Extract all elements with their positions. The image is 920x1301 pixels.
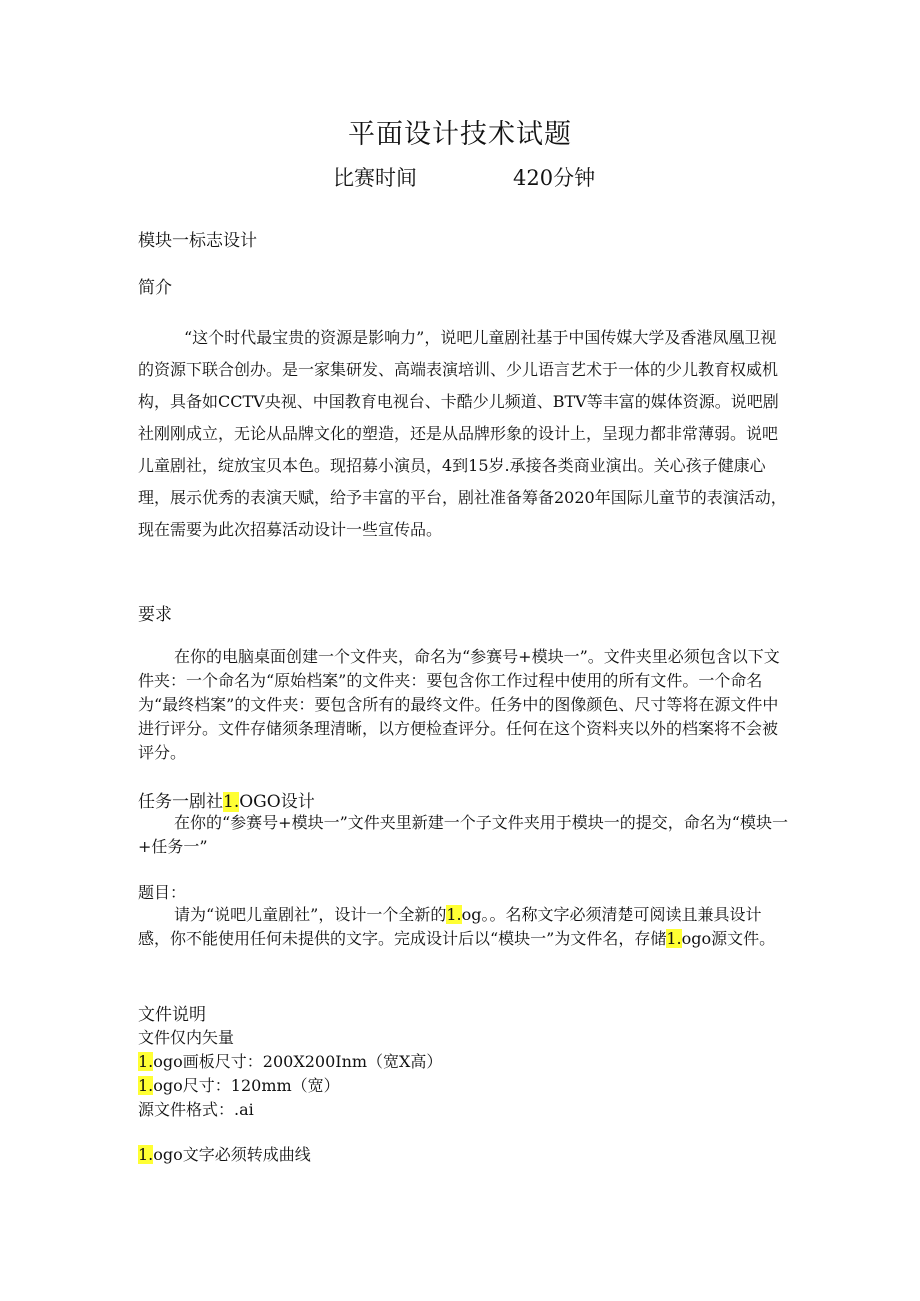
vector-note: 文件仅内矢量 [138, 1028, 235, 1047]
outline-highlight: 1. [138, 1145, 154, 1164]
task-heading-highlight: 1. [223, 792, 240, 812]
size-text: ogo尺寸：120mm（宽） [153, 1076, 340, 1095]
artboard-highlight: 1. [138, 1052, 154, 1071]
artboard-size [138, 1049, 442, 1072]
task-instruction: 在你的“参赛号+模块一”文件夹里新建一个子文件夹用于模块一的提交，命名为“模块一+任务一” [138, 813, 788, 856]
topic-text-2: og。。名称文字必须清楚可阅读且兼具设计感，你不能使用任何未提供的文字。完成设计后以“模块一”为文件名，存储 [138, 905, 762, 948]
topic-highlight-1: 1. [446, 905, 462, 924]
requirements-heading: 要求 [138, 605, 172, 625]
intro-paragraph: “这个时代最宝贵的资源是影响力”，说吧儿童剧社基于中国传媒大学及香港凤凰卫视的资源下联合创办。是一家集研发、高端表演培训、少儿语言艺术于一体的少儿教育权威机构，具备如CCTV央视、中国教育电视台、卡酷少儿频道、BTV等丰富的媒体资源。说吧剧社刚刚成立，无论从品牌文化的塑造，还是从品牌形象的设计上，呈现力都非常薄弱。说吧儿童剧社，绽放宝贝本色。现招募小演员，4到15岁.承接各类商业演出。关心孩子健康心理，展示优秀的表演天赋，给予丰富的平台，剧社准备筹备2020年国际儿童节的表演活动，现在需要为此次招募活动设计一些宣传品。 [138, 328, 787, 539]
outline-note [138, 1142, 311, 1165]
file-spec-heading: 文件说明 [138, 1005, 206, 1025]
size-highlight: 1. [138, 1076, 154, 1095]
intro-heading: 简介 [138, 278, 172, 298]
topic-label: 题目： [138, 883, 187, 902]
topic-text-1: 请为“说吧儿童剧社”，设计一个全新的 [174, 905, 447, 924]
task-heading [138, 787, 315, 812]
topic-highlight-2: 1. [666, 929, 682, 948]
time-label: 比赛时间 [333, 166, 417, 190]
task-heading-pre: 任务一剧社 [138, 792, 223, 812]
logo-size [138, 1073, 340, 1096]
task-heading-post: OGO设计 [239, 792, 315, 812]
source-format: 源文件格式：.ai [138, 1100, 254, 1119]
module-heading: 模块一标志设计 [138, 231, 257, 251]
page-title: 平面设计技术试题 [348, 119, 572, 150]
requirements-paragraph: 在你的电脑桌面创建一个文件夹，命名为“参赛号+模块一”。文件夹里必须包含以下文件夹：一个命名为“原始档案”的文件夹：要包含你工作过程中使用的所有文件。一个命名为“最终档案”的文件夹：要包含所有的最终文件。任务中的图像颜色、尺寸等将在源文件中进行评分。文件存储须条理清晰，以方便检查评分。任何在这个资料夹以外的档案将不会被评分。 [138, 647, 780, 762]
topic-text-3: ogo源文件。 [681, 929, 776, 948]
artboard-text: ogo画板尺寸：200X200Inm（宽X高） [153, 1052, 443, 1071]
time-value: 420分钟 [513, 166, 596, 190]
topic-paragraph [138, 903, 788, 951]
outline-text: ogo文字必须转成曲线 [153, 1145, 311, 1164]
